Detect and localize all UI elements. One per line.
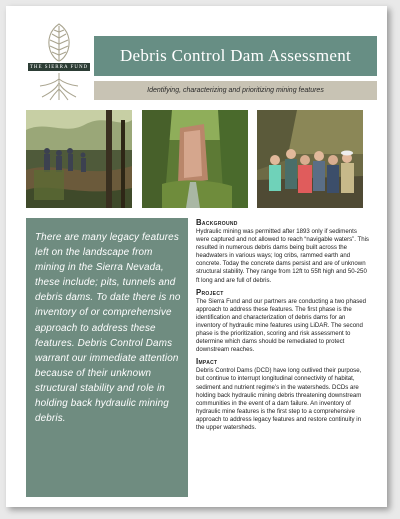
section-heading: Project [196,287,224,297]
photo-field-team [257,110,363,208]
pine-cone-icon [40,22,78,62]
title-banner [94,36,377,76]
callout-text: There are many legacy features left on the landscape from mining in the Sierra Nevada, these include; pits, tunnels and debris dams. To date there is no inventory of or comprehensive approach to address these features. Debris Control Dams warrant our immediate attention because of their unknown structural stability and role in holding back hydraulic mining debris. [35,232,181,425]
page-subtitle: Identifying, characterizing and prioritizing mining features [147,87,324,94]
photo-debris-dam [142,110,248,208]
page-title: Debris Control Dam Assessment [119,46,352,65]
section-body: The Sierra Fund and our partners are conducting a two phased approach to address these features. The first phase is the identification and characterization of debris dams for an inventory of hydraulic mine features using LiDAR. The second phase is the prioritization, scoring and risk assessment to determine which dams should be remediated to protect downstream reaches. [196,297,367,354]
section-heading: Impact [196,357,218,367]
document-page [6,6,387,507]
section-background [196,218,371,285]
roots-icon [38,73,80,101]
section-body: Hydraulic mining was permitted after 1893 only if sediments were captured and not allowed to reach “navigable waters”. This resulted in numerous debris dams being built across the headwaters in various ways; log cribs, rammed earth and concrete. Today the concrete dams persist and are of unknown structural stability. They range from 12ft to 55ft high and 50-250 ft long and are full of debris. [196,228,369,284]
sierra-fund-logo [26,22,92,102]
hikers-on-forest-trail-icon [26,110,132,208]
section-impact [196,357,371,432]
section-heading: Background [196,218,238,227]
logo-wordmark: THE SIERRA FUND [29,64,89,70]
section-project [196,288,371,355]
field-team-group-icon [257,110,363,208]
callout-box [26,218,188,497]
main-text-column [196,218,371,435]
section-body: Debris Control Dams (DCD) have long outlived their purpose, but continue to interrupt longitudinal connectivity of habitat, sediment and nutrient regime’s in the watersheds. DCDs are holding back hydraulic mining debris threatening downstream communities in the event of a dam failure. An inventory of hydraulic mine features is the first step to a comprehensive approach to address legacy features and restore continuity in the upper watersheds. [196,367,362,431]
photo-hikers [26,110,132,208]
debris-dam-in-ravine-icon [142,110,248,208]
subtitle-banner [94,81,377,100]
